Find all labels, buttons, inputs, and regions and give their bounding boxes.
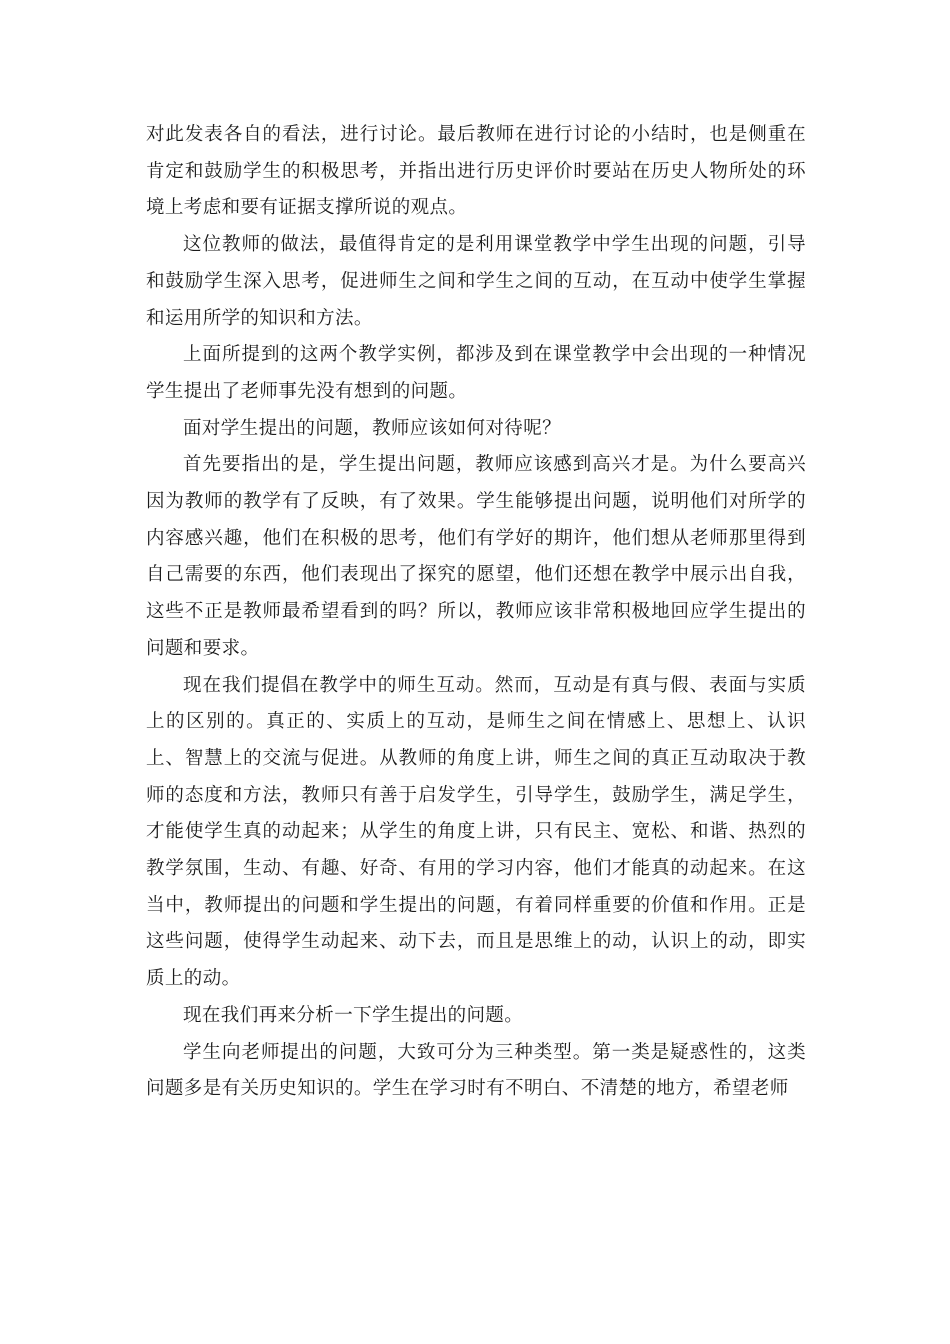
paragraph-3: 上面所提到的这两个教学实例，都涉及到在课堂教学中会出现的一种情况学生提出了老师事先没有想到的问题。 <box>146 344 806 402</box>
paragraph-1: 对此发表各自的看法，进行讨论。最后教师在进行讨论的小结时，也是侧重在肯定和鼓励学生的积极思考，并指出进行历史评价时要站在历史人物所处的环境上考虑和要有证据支撑所说的观点。 <box>146 124 806 219</box>
paragraph-8: 学生向老师提出的问题，大致可分为三种类型。第一类是疑惑性的，这类问题多是有关历史知识的。学生在学习时有不明白、不清楚的地方，希望老师 <box>146 1041 806 1100</box>
document-page <box>146 117 806 1108</box>
paragraph-4: 面对学生提出的问题，教师应该如何对待呢？ <box>183 417 562 439</box>
paragraph-5: 首先要指出的是，学生提出问题，教师应该感到高兴才是。为什么要高兴因为教师的教学有了反映，有了效果。学生能够提出问题，说明他们对所学的内容感兴趣，他们在积极的思考，他们有学好的期许，他们想从老师那里得到自己需要的东西，他们表现出了探究的愿望，他们还想在教学中展示出自我，这些不正是教师最希望看到的吗？所以，教师应该非常积极地回应学生提出的问题和要求。 <box>146 454 806 659</box>
paragraph-7: 现在我们再来分析一下学生提出的问题。 <box>183 1004 524 1026</box>
paragraph-2: 这位教师的做法，最值得肯定的是利用课堂教学中学生出现的问题，引导和鼓励学生深入思考，促进师生之间和学生之间的互动，在互动中使学生掌握和运用所学的知识和方法。 <box>146 234 806 329</box>
paragraph-6: 现在我们提倡在教学中的师生互动。然而，互动是有真与假、表面与实质上的区别的。真正的、实质上的互动，是师生之间在情感上、思想上、认识上、智慧上的交流与促进。从教师的角度上讲，师生之间的真正互动取决于教师的态度和方法，教师只有善于启发学生，引导学生，鼓励学生，满足学生，才能使学生真的动起来；从学生的角度上讲，只有民主、宽松、和谐、热烈的教学氛围，生动、有趣、好奇、有用的学习内容，他们才能真的动起来。在这当中，教师提出的问题和学生提出的问题，有着同样重要的价值和作用。正是这些问题，使得学生动起来、动下去，而且是思维上的动，认识上的动，即实质上的动。 <box>146 674 806 990</box>
